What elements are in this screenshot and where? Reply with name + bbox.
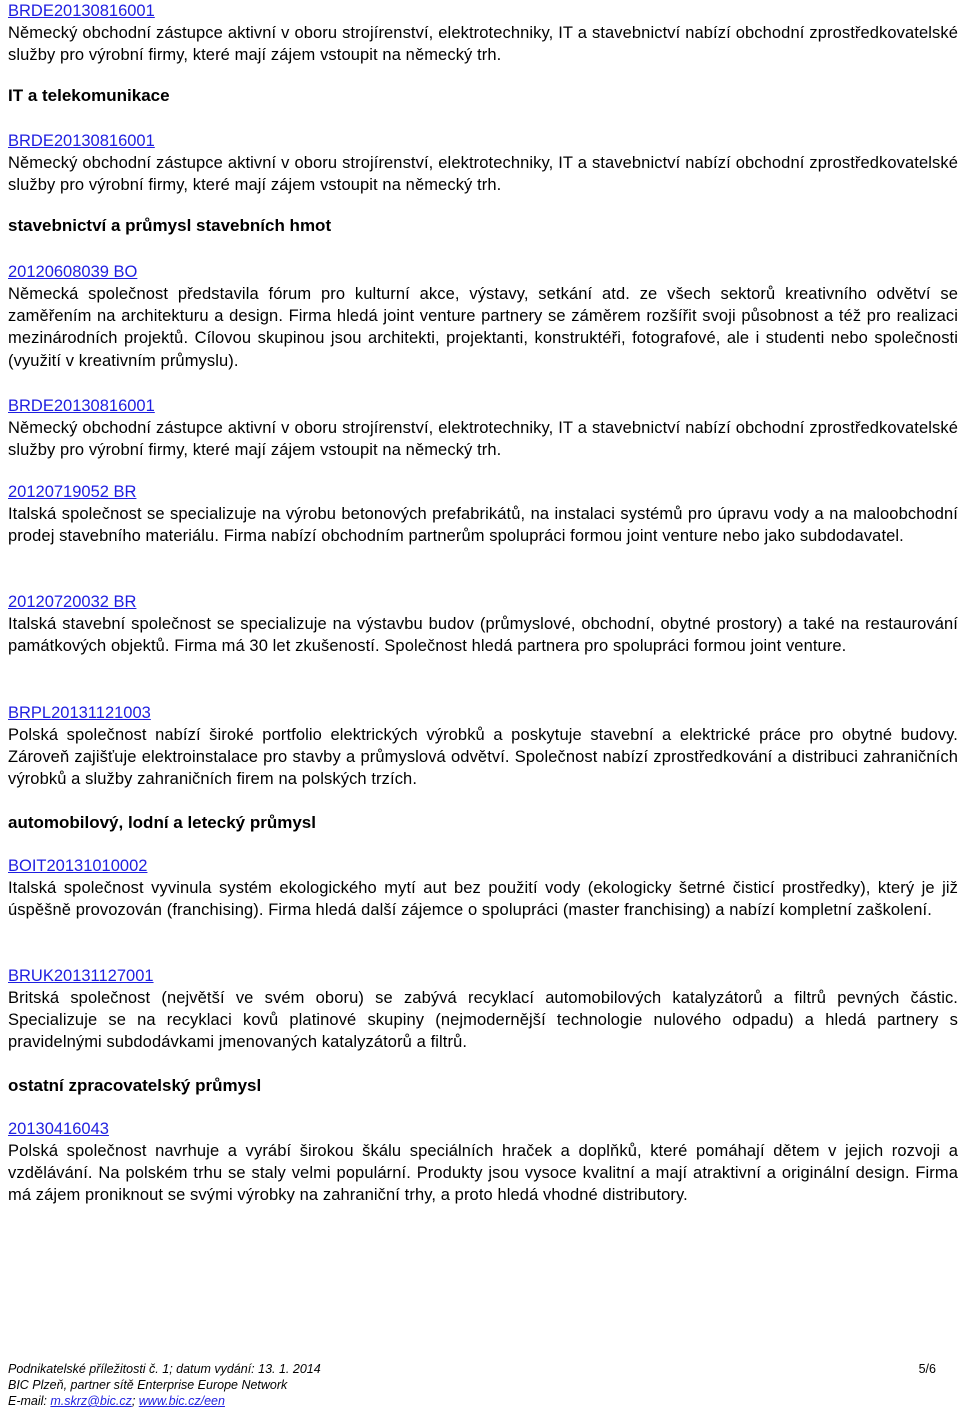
offer-reference-link[interactable]: 20120608039 BO xyxy=(8,263,138,281)
offer-entry xyxy=(8,965,958,1054)
offer-entry xyxy=(8,130,958,196)
offer-description: Italská společnost se specializuje na výrobu betonových prefabrikátů, na instalaci systémů pro úpravu vody a na maloobchodní prodej stavebního materiálu. Firma nabízí obchodním partnerům spolupráci formou joint venture nebo jako subdodavatel. xyxy=(8,505,958,546)
section-heading: stavebnictví a průmysl stavebních hmot xyxy=(8,216,332,235)
offer-description: Německý obchodní zástupce aktivní v oboru strojírenství, elektrotechniky, IT a stavebnictví nabízí obchodní zprostředkovatelské služby pro výrobní firmy, které mají zájem vstoupit na německý trh. xyxy=(8,419,958,460)
offer-description: Polská společnost navrhuje a vyrábí širokou škálu speciálních hraček a doplňků, které pomáhají dětem v jejich rozvoji a vzdělávání. Na polském trhu se staly velmi populární. Produkty jsou vysoce kvalitní a mají atraktivní a originální design. Firma má zájem proniknout se svými výrobky na zahraniční trhy, a proto hledá vhodné distributory. xyxy=(8,1142,958,1205)
offer-reference-link[interactable]: BOIT20131010002 xyxy=(8,857,148,875)
email-label: E-mail: xyxy=(8,1394,51,1408)
offer-entry xyxy=(8,855,958,921)
footer-contact xyxy=(8,1393,936,1409)
offer-entry xyxy=(8,0,958,66)
section-heading: IT a telekomunikace xyxy=(8,86,170,105)
offer-description: Polská společnost nabízí široké portfolio elektrických výrobků a poskytuje stavební a elektrické práce pro obytné budovy. Zároveň zajišťuje elektroinstalace pro stavby a průmyslová odvětví. Společnost nabízí zprostředkování a distribuci zahraničních výrobků a služby zahraničních firem na polských trzích. xyxy=(8,726,958,789)
offer-description: Německý obchodní zástupce aktivní v oboru strojírenství, elektrotechniky, IT a stavebnictví nabízí obchodní zprostředkovatelské služby pro výrobní firmy, které mají zájem vstoupit na německý trh. xyxy=(8,154,958,195)
offer-description: Britská společnost (největší ve svém oboru) se zabývá recyklací automobilových katalyzátorů a filtrů pevných částic. Specializuje se na recyklaci kovů platinové skupiny (nejmodernější technologie nulového odpadu) a hledá partnery s pravidelnými subdodávkami jmenovaných katalyzátorů a filtrů. xyxy=(8,989,958,1052)
offer-reference-link[interactable]: 20120720032 BR xyxy=(8,593,137,611)
offer-reference-link[interactable]: BRDE20130816001 xyxy=(8,397,155,415)
offer-entry xyxy=(8,591,958,657)
email-link[interactable]: m.skrz@bic.cz xyxy=(50,1394,132,1408)
offer-reference-link[interactable]: BRDE20130816001 xyxy=(8,2,155,20)
page-footer xyxy=(8,1361,936,1409)
offer-entry xyxy=(8,481,958,547)
offer-reference-link[interactable]: 20120719052 BR xyxy=(8,483,137,501)
website-link[interactable]: www.bic.cz/een xyxy=(138,1394,225,1408)
offer-reference-link[interactable]: 20130416043 xyxy=(8,1120,109,1138)
offer-entry xyxy=(8,1118,958,1207)
page-number: 5/6 xyxy=(918,1362,936,1376)
contact-separator: ; xyxy=(131,1394,139,1408)
offer-entry xyxy=(8,261,958,372)
offer-reference-link[interactable]: BRPL20131121003 xyxy=(8,704,151,722)
offer-entry xyxy=(8,395,958,461)
footer-publication-info: Podnikatelské příležitosti č. 1; datum vydání: 13. 1. 2014 xyxy=(8,1362,321,1376)
offer-description: Německý obchodní zástupce aktivní v oboru strojírenství, elektrotechniky, IT a stavebnictví nabízí obchodní zprostředkovatelské služby pro výrobní firmy, které mají zájem vstoupit na německý trh. xyxy=(8,24,958,65)
offer-description: Italská stavební společnost se specializuje na výstavbu budov (průmyslové, obchodní, obytné prostory) a také na restaurování památkových objektů. Firma má 30 let zkušeností. Společnost hledá partnera pro spolupráci formou joint venture. xyxy=(8,615,958,656)
offer-description: Německá společnost představila fórum pro kulturní akce, výstavy, setkání atd. ze všech sektorů kreativního odvětví se zaměřením na architekturu a design. Firma hledá joint venture partnery se záměrem rozšířit svoji působnost a též pro realizaci mezinárodních projektů. Cílovou skupinou jsou architekti, projektanti, konstruktéři, fotografové, ale i studenti nebo společnosti (využití v kreativním průmyslu). xyxy=(8,285,958,370)
offer-reference-link[interactable]: BRUK20131127001 xyxy=(8,967,154,985)
section-heading: ostatní zpracovatelský průmysl xyxy=(8,1076,262,1095)
offer-entry xyxy=(8,702,958,791)
offer-description: Italská společnost vyvinula systém ekologického mytí aut bez použití vody (ekologicky šetrné čisticí prostředky), který je již úspěšně provozován (franchising). Firma hledá další zájemce o spolupráci (master franchising) a nabízí kompletní zaškolení. xyxy=(8,879,958,920)
section-heading: automobilový, lodní a letecký průmysl xyxy=(8,813,316,832)
offer-reference-link[interactable]: BRDE20130816001 xyxy=(8,132,155,150)
footer-partner-info: BIC Plzeň, partner sítě Enterprise Europe Network xyxy=(8,1378,288,1392)
